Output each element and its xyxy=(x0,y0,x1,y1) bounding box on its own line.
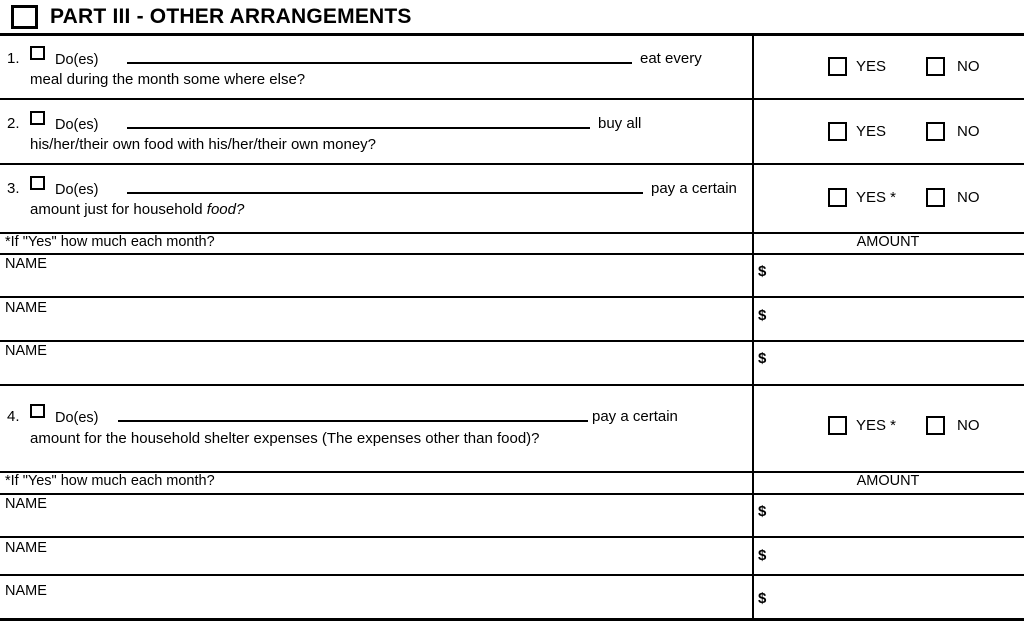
divider-question-3 xyxy=(752,165,754,232)
question-1-no-label: NO xyxy=(957,58,980,75)
question-4-tail-text: pay a certain xyxy=(592,408,678,425)
question-2-yes-checkbox[interactable] xyxy=(828,122,847,141)
question-4-lead-text: Do(es) xyxy=(55,410,99,426)
question-2-no-checkbox[interactable] xyxy=(926,122,945,141)
question-4-name-blank[interactable] xyxy=(118,404,588,422)
section-1-row-3-name-label: NAME xyxy=(5,343,47,359)
rule-under-section-1-row-1 xyxy=(0,296,1024,298)
part-iii-checkbox[interactable] xyxy=(11,5,38,29)
section-2-row-3-currency: $ xyxy=(758,590,767,607)
section-2-row-2-name-label: NAME xyxy=(5,540,47,556)
question-2-no-label: NO xyxy=(957,123,980,140)
question-3-line2-emphasis: food? xyxy=(206,201,245,218)
section-2-row-1-currency: $ xyxy=(758,503,767,520)
question-2-checkbox[interactable] xyxy=(30,111,45,125)
section-1-row-1-currency: $ xyxy=(758,263,767,280)
question-1-no-checkbox[interactable] xyxy=(926,57,945,76)
question-1-yes-label: YES xyxy=(856,58,887,75)
page-title: PART III - OTHER ARRANGEMENTS xyxy=(50,5,412,28)
question-3-yes-checkbox[interactable] xyxy=(828,188,847,207)
section-2-amount-header: AMOUNT xyxy=(856,473,920,489)
question-4-yes-checkbox[interactable] xyxy=(828,416,847,435)
question-3-checkbox[interactable] xyxy=(30,176,45,190)
rule-under-section-1-row-3 xyxy=(0,384,1024,386)
section-2-prompt: *If "Yes" how much each month? xyxy=(5,473,215,489)
question-2-lead-text: Do(es) xyxy=(55,117,99,133)
section-1-row-1-name-label: NAME xyxy=(5,256,47,272)
question-1-line2: meal during the month some where else? xyxy=(30,71,306,88)
section-2-row-3-name-label: NAME xyxy=(5,583,47,599)
question-1-name-blank[interactable] xyxy=(127,46,632,64)
question-1-checkbox[interactable] xyxy=(30,46,45,60)
question-3-tail-text: pay a certain xyxy=(651,180,737,197)
question-4-line2: amount for the household shelter expenses (The expenses other than food)? xyxy=(30,430,540,447)
question-2-line2: his/her/their own food with his/her/their own money? xyxy=(30,136,377,153)
rule-under-question-1 xyxy=(0,98,1024,100)
question-4-number: 4. xyxy=(7,408,20,425)
rule-under-section-1-row-2 xyxy=(0,340,1024,342)
section-1-row-3-currency: $ xyxy=(758,350,767,367)
section-1-row-2-name-label: NAME xyxy=(5,300,47,316)
question-2-tail-text: buy all xyxy=(598,115,642,132)
question-4-no-checkbox[interactable] xyxy=(926,416,945,435)
divider-question-1 xyxy=(752,36,754,98)
question-1-yes-checkbox[interactable] xyxy=(828,57,847,76)
question-3-line2 xyxy=(30,201,244,219)
rule-bottom-border xyxy=(0,618,1024,621)
question-4-checkbox[interactable] xyxy=(30,404,45,418)
question-3-answer xyxy=(752,188,1024,212)
part-header xyxy=(0,0,1024,33)
rule-under-section-1-header xyxy=(0,253,1024,255)
question-1-tail-text: eat every xyxy=(640,50,702,67)
question-3-number: 3. xyxy=(7,180,20,197)
rule-under-section-2-header xyxy=(0,493,1024,495)
question-2-number: 2. xyxy=(7,115,20,132)
question-3-no-label: NO xyxy=(957,189,980,206)
question-3-name-blank[interactable] xyxy=(127,176,643,194)
question-2-name-blank[interactable] xyxy=(127,111,590,129)
rule-under-section-2-row-2 xyxy=(0,574,1024,576)
section-2-row-2-currency: $ xyxy=(758,547,767,564)
question-4-no-label: NO xyxy=(957,417,980,434)
question-1-answer xyxy=(752,57,1024,81)
divider-section-2 xyxy=(752,473,754,620)
section-1-amount-header: AMOUNT xyxy=(856,234,920,250)
question-2-answer xyxy=(752,122,1024,146)
section-1-prompt: *If "Yes" how much each month? xyxy=(5,234,215,250)
section-2-row-1-name-label: NAME xyxy=(5,496,47,512)
question-4-answer xyxy=(752,416,1024,440)
rule-under-question-2 xyxy=(0,163,1024,165)
question-1-lead-text: Do(es) xyxy=(55,52,99,68)
divider-question-4 xyxy=(752,386,754,471)
question-2-yes-label: YES xyxy=(856,123,887,140)
question-4-yes-label: YES * xyxy=(856,417,897,434)
divider-question-2 xyxy=(752,100,754,163)
question-3-yes-label: YES * xyxy=(856,189,897,206)
rule-under-header xyxy=(0,33,1024,36)
rule-under-section-2-row-1 xyxy=(0,536,1024,538)
section-1-row-2-currency: $ xyxy=(758,307,767,324)
question-3-lead-text: Do(es) xyxy=(55,182,99,198)
question-1-number: 1. xyxy=(7,50,20,67)
question-3-line2-text: amount just for household xyxy=(30,201,207,218)
divider-section-1 xyxy=(752,234,754,386)
question-3-no-checkbox[interactable] xyxy=(926,188,945,207)
